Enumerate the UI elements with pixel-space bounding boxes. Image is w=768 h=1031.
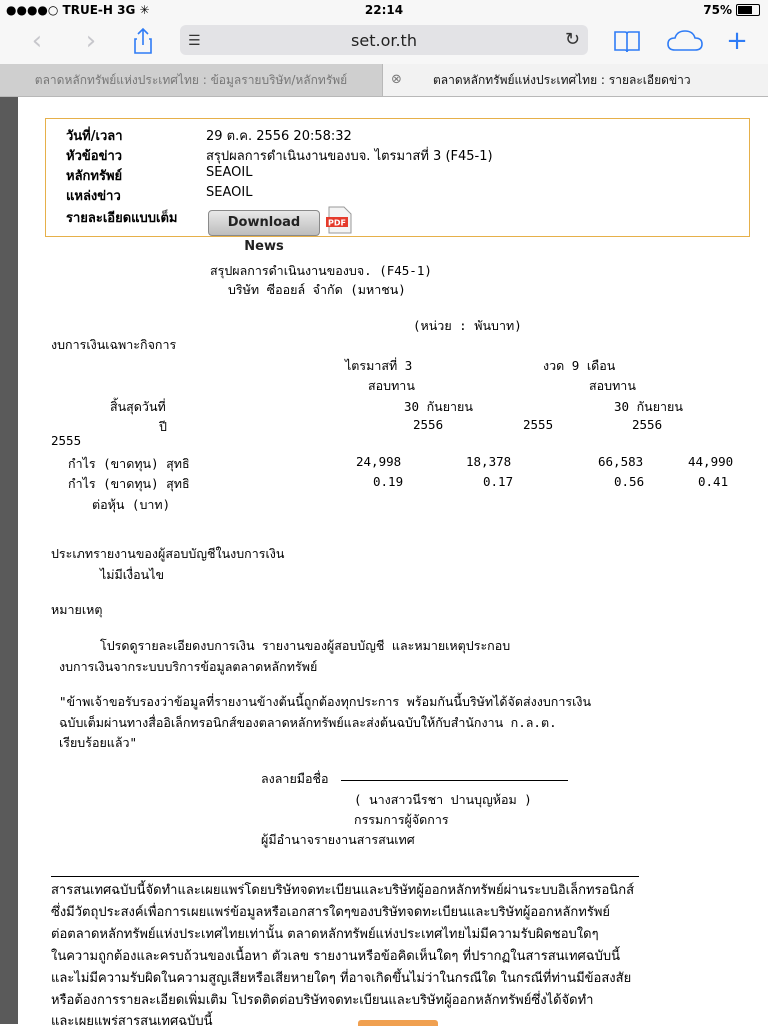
page-content [18, 97, 768, 1029]
battery-status: 75% [703, 3, 760, 17]
share-icon[interactable] [128, 26, 158, 56]
year-3: 2556 [632, 417, 663, 432]
page-margin [0, 97, 18, 1024]
note-line-2: งบการเงินจากระบบบริการข้อมูลตลาดหลักทรัพย์ [59, 659, 318, 674]
url-text: set.or.th [351, 31, 417, 50]
signature-line [341, 780, 568, 781]
net-profit-label: กำไร (ขาดทุน) สุทธิ [68, 456, 190, 471]
note-line-1: โปรดดูรายละเอียดงบการเงิน รายงานของผู้สอบบัญชี และหมายเหตุประกอบ [100, 638, 511, 653]
carrier-signal: ●●●●○ TRUE-H 3G ✳ [6, 3, 150, 17]
cert-line-2: ฉบับเต็มผ่านทางสื่ออิเล็กทรอนิกส์ของตลาดหลักทรัพย์และส่งต้นฉบับให้กับสำนักงาน ก.ล.ต. [59, 715, 557, 730]
auditor-opinion: ไม่มีเงื่อนไข [100, 567, 165, 582]
reviewed-q3: สอบทาน [368, 378, 415, 393]
eps-9m-2556: 0.56 [614, 474, 645, 489]
statement-type: งบการเงินเฉพาะกิจการ [51, 337, 177, 352]
tab-news-detail[interactable] [383, 64, 768, 96]
activity-icon: ✳ [139, 3, 150, 17]
eps-label-unit: ต่อหุ้น (บาท) [92, 497, 171, 512]
net-profit-q3-2555: 18,378 [466, 454, 512, 469]
eps-q3-2556: 0.19 [373, 474, 404, 489]
period-date-9m: 30 กันยายน [614, 399, 683, 414]
note-heading: หมายเหตุ [51, 602, 103, 617]
scroll-top-button[interactable] [358, 1020, 438, 1026]
battery-level [738, 6, 752, 14]
close-tab-icon[interactable]: ⊗ [391, 72, 402, 87]
col-header-9m: งวด 9 เดือน [543, 358, 616, 373]
disclaimer-line: ต่อตลาดหลักทรัพย์แห่งประเทศไทยเท่านั้น ตลาดหลักทรัพย์แห่งประเทศไทยไม่มีความรับผิดชอบใดๆ [51, 927, 599, 942]
eps-q3-2555: 0.17 [483, 474, 514, 489]
disclaimer-line: และไม่มีความรับผิดในความสูญเสียหรือเสียหายใดๆ ที่อาจเกิดขึ้นไม่ว่าในกรณีใด ในกรณีที่ท่านมีข้อสงสัย [51, 971, 632, 986]
net-profit-9m-2555: 44,990 [688, 454, 734, 469]
browser-toolbar [0, 20, 768, 64]
tab-company-info[interactable]: ตลาดหลักทรัพย์แห่งประเทศไทย : ข้อมูลรายบริษัท/หลักทรัพย์ [0, 64, 383, 96]
clock: 22:14 [364, 3, 404, 17]
disclaimer-line: สารสนเทศฉบับนี้จัดทำและเผยแพร่โดยบริษัทจดทะเบียนและบริษัทผู้ออกหลักทรัพย์ผ่านระบบอิเล็กทรอนิกส์ [51, 883, 635, 898]
col-header-q3: ไตรมาสที่ 3 [345, 358, 413, 373]
year-2: 2555 [523, 417, 554, 432]
battery-icon [736, 4, 760, 16]
year-label: ปี [159, 419, 167, 434]
new-tab-icon[interactable]: + [726, 26, 748, 56]
period-date-q3: 30 กันยายน [404, 399, 473, 414]
news-info-box: วันที่/เวลา 29 ต.ค. 2556 20:58:32 หัวข้อข่าว สรุปผลการดำเนินงานของบจ. ไตรมาสที่ 3 (F45-1) หลักทรัพย์ SEAOIL แหล่งข่าว SEAOIL รายละเอียดแบบเต็ม Download News PDF [45, 118, 750, 237]
address-bar[interactable] [180, 25, 588, 55]
unit-label: (หน่วย : พันบาท) [413, 318, 522, 333]
signer-position: กรรมการผู้จัดการ [354, 812, 449, 827]
report-title: สรุปผลการดำเนินงานของบจ. (F45-1) [210, 263, 432, 278]
cert-line-3: เรียบร้อยแล้ว" [59, 735, 138, 750]
year-1: 2556 [413, 417, 444, 432]
icloud-tabs-icon[interactable] [665, 26, 705, 56]
reader-icon[interactable]: ☰ [188, 33, 201, 49]
signature-label: ลงลายมือชื่อ [261, 771, 329, 786]
eps-9m-2555: 0.41 [698, 474, 729, 489]
status-bar [0, 0, 768, 20]
company-name: บริษัท ซีออยล์ จำกัด (มหาชน) [228, 282, 406, 297]
signer-name: ( นางสาวนีรชา ปานบุญห้อม ) [354, 792, 532, 807]
period-label: สิ้นสุดวันที่ [110, 399, 166, 414]
disclaimer-line: หรือต้องการรายละเอียดเพิ่มเติม โปรดติดต่อบริษัทจดทะเบียนและบริษัทผู้ออกหลักทรัพย์ซึ่งได้จัดทำ [51, 993, 594, 1008]
reviewed-9m: สอบทาน [589, 378, 636, 393]
net-profit-9m-2556: 66,583 [598, 454, 644, 469]
signer-authority: ผู้มีอำนาจรายงานสารสนเทศ [261, 832, 415, 847]
auditor-report-type: ประเภทรายงานของผู้สอบบัญชีในงบการเงิน [51, 546, 285, 561]
forward-icon[interactable]: › [85, 26, 97, 56]
download-news-button[interactable]: Download News [208, 210, 320, 236]
pdf-icon-label: PDF [328, 218, 346, 228]
disclaimer-line: ซึ่งมีวัตถุประสงค์เพื่อการเผยแพร่ข้อมูลหรือเอกสารใดๆของบริษัทจดทะเบียนและบริษัทผู้ออกหลักทรัพย์ [51, 905, 611, 920]
bookmarks-icon[interactable] [612, 26, 642, 56]
pdf-icon[interactable] [324, 205, 354, 235]
year-4: 2555 [51, 433, 82, 448]
back-icon[interactable]: ‹ [31, 26, 43, 56]
cert-line-1: "ข้าพเจ้าขอรับรองว่าข้อมูลที่รายงานข้างต้นนี้ถูกต้องทุกประการ พร้อมกันนี้บริษัทได้จัดส่งงบการเงิน [59, 694, 591, 709]
reload-icon[interactable]: ↻ [564, 29, 580, 50]
net-profit-q3-2556: 24,998 [356, 454, 402, 469]
tab-bar [0, 64, 768, 97]
disclaimer-line: และเผยแพร่สารสนเทศฉบับนี้ [51, 1014, 213, 1029]
eps-label: กำไร (ขาดทุน) สุทธิ [68, 476, 190, 491]
tab-title: ตลาดหลักทรัพย์แห่งประเทศไทย : รายละเอียดข่าว [433, 73, 691, 87]
divider [51, 876, 639, 877]
disclaimer-line: ในความถูกต้องและครบถ้วนของเนื้อหา ตัวเลข รายงานหรือข้อคิดเห็นใดๆ ที่ปรากฏในสารสนเทศฉบับนี้ [51, 949, 621, 964]
